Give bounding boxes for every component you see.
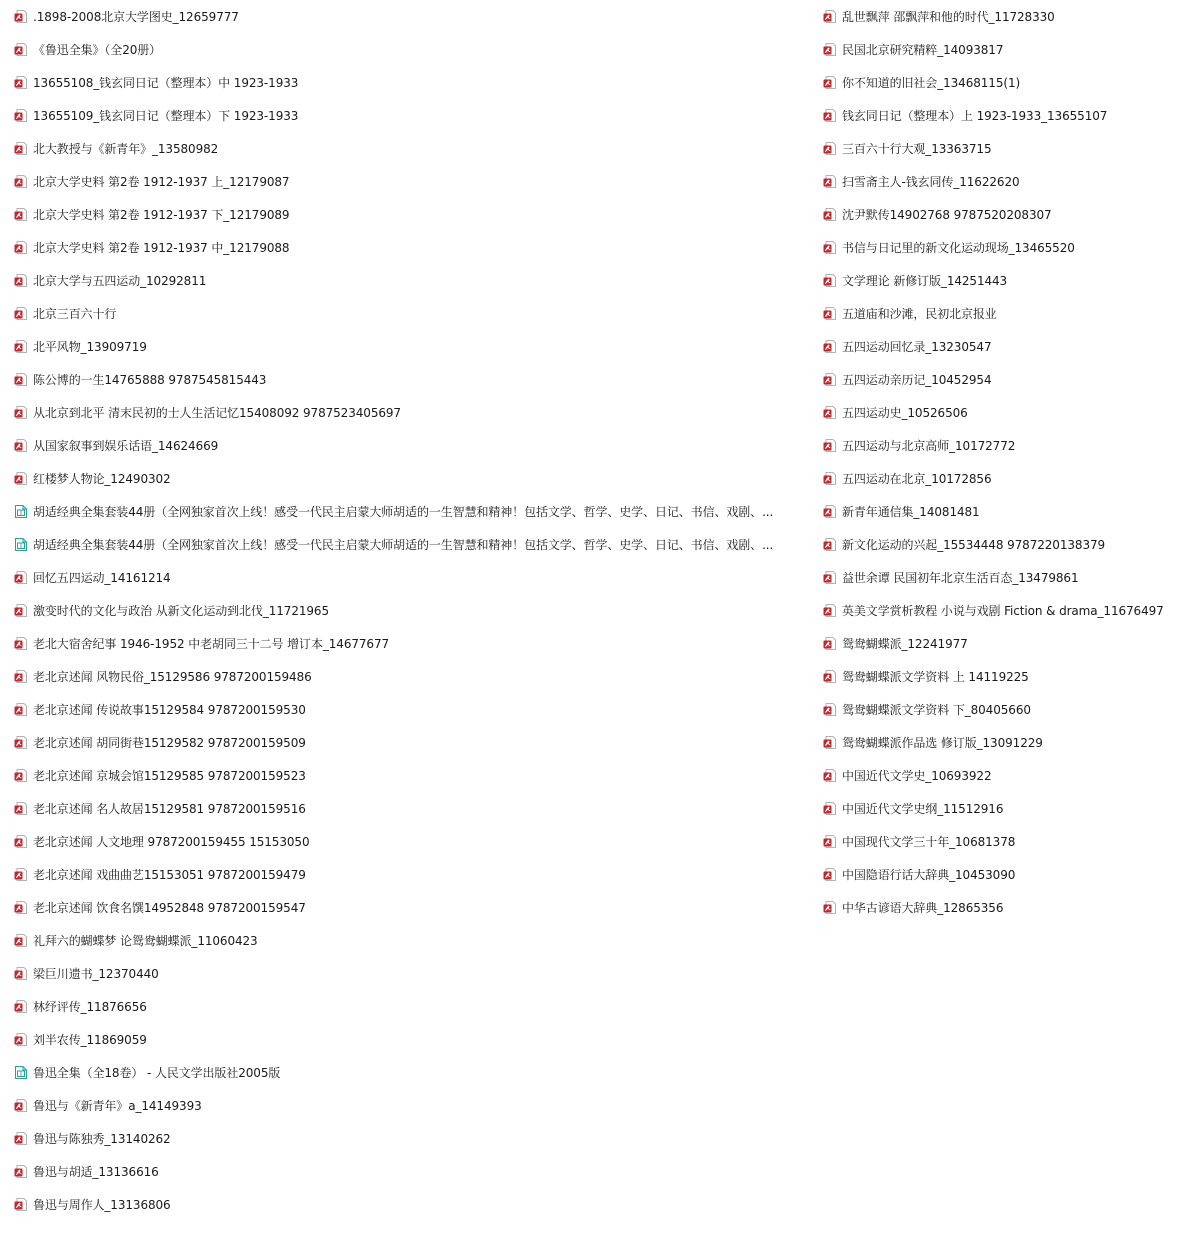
pdf-file-icon [823,174,837,189]
file-name: 老北京述闻 戏曲曲艺15153051 9787200159479 [33,867,306,882]
file-item[interactable] [823,891,1183,924]
pdf-file-icon [14,174,28,189]
file-name: 北京大学史料 第2卷 1912-1937 中_12179088 [33,240,290,255]
pdf-file-icon [14,372,28,387]
pdf-file-icon [823,273,837,288]
file-name: 回忆五四运动_14161214 [33,570,171,585]
file-name: 乱世飘萍 邵飘萍和他的时代_11728330 [842,9,1055,24]
file-name: 益世余谭 民国初年北京生活百态_13479861 [842,570,1079,585]
pdf-file-icon [14,933,28,948]
file-name: 北京三百六十行 [33,306,117,321]
file-item[interactable] [14,1056,804,1089]
pdf-file-icon [14,240,28,255]
pdf-file-icon [14,273,28,288]
file-name: 鲁迅全集（全18卷） - 人民文学出版社2005版 [33,1065,281,1080]
file-item[interactable] [14,1122,804,1155]
file-name: 从北京到北平 清末民初的士人生活记忆15408092 9787523405697 [33,405,401,420]
file-name: .1898-2008北京大学图史_12659777 [33,9,239,24]
file-name: 五道庙和沙滩，民初北京报业 [842,306,997,321]
pdf-file-icon [823,306,837,321]
file-item[interactable] [14,825,804,858]
pdf-file-icon [14,834,28,849]
file-name: 老北京述闻 京城会馆15129585 9787200159523 [33,768,306,783]
file-name: 三百六十行大观_13363715 [842,141,992,156]
file-item[interactable] [823,429,1183,462]
file-item[interactable] [823,858,1183,891]
pdf-file-icon [14,636,28,651]
pdf-file-icon [14,1197,28,1212]
pdf-file-icon [823,438,837,453]
pdf-file-icon [14,999,28,1014]
file-item[interactable] [14,297,804,330]
file-name: 老北京述闻 人文地理 9787200159455 15153050 [33,834,310,849]
file-name: 书信与日记里的新文化运动现场_13465520 [842,240,1075,255]
file-item[interactable] [14,891,804,924]
file-item[interactable] [823,462,1183,495]
pdf-file-icon [14,801,28,816]
pdf-file-icon [14,108,28,123]
file-item[interactable] [14,1155,804,1188]
file-item[interactable] [823,198,1183,231]
file-item[interactable] [14,99,804,132]
file-item[interactable] [14,495,804,528]
file-item[interactable] [823,363,1183,396]
file-name: 中国现代文学三十年_10681378 [842,834,1016,849]
pdf-file-icon [14,42,28,57]
file-name: 老北京述闻 风物民俗_15129586 9787200159486 [33,669,312,684]
pdf-file-icon [823,504,837,519]
pdf-file-icon [14,1131,28,1146]
file-item[interactable] [823,33,1183,66]
pdf-file-icon [14,1098,28,1113]
file-item[interactable] [14,528,804,561]
pdf-file-icon [14,768,28,783]
file-item[interactable] [14,462,804,495]
pdf-file-icon [823,537,837,552]
file-item[interactable] [14,561,804,594]
pdf-file-icon [823,735,837,750]
file-item[interactable] [823,66,1183,99]
pdf-file-icon [823,669,837,684]
pdf-file-icon [823,867,837,882]
pdf-file-icon [14,867,28,882]
file-name: 鲁迅与《新青年》a_14149393 [33,1098,202,1113]
pdf-file-icon [823,372,837,387]
pdf-file-icon [14,75,28,90]
file-item[interactable] [823,165,1183,198]
pdf-file-icon [823,702,837,717]
file-name: 老北京述闻 传说故事15129584 9787200159530 [33,702,306,717]
file-name: 鸳鸯蝴蝶派文学资料 下_80405660 [842,702,1031,717]
epub-file-icon [14,1065,28,1080]
pdf-file-icon [14,966,28,981]
file-item[interactable] [14,924,804,957]
file-name: 五四运动回忆录_13230547 [842,339,992,354]
file-item[interactable] [823,627,1183,660]
file-name: 五四运动亲历记_10452954 [842,372,992,387]
pdf-file-icon [14,339,28,354]
file-name: 中国隐语行话大辞典_10453090 [842,867,1016,882]
pdf-file-icon [823,636,837,651]
file-name: 红楼梦人物论_12490302 [33,471,171,486]
pdf-file-icon [14,735,28,750]
pdf-file-icon [14,603,28,618]
file-name: 13655109_钱玄同日记（整理本）下 1923-1933 [33,108,299,123]
pdf-file-icon [14,471,28,486]
pdf-file-icon [14,438,28,453]
pdf-file-icon [823,768,837,783]
file-item[interactable] [14,858,804,891]
pdf-file-icon [14,141,28,156]
pdf-file-icon [14,207,28,222]
file-item[interactable] [823,297,1183,330]
pdf-file-icon [14,9,28,24]
file-item[interactable] [14,429,804,462]
file-name: 胡适经典全集套装44册（全网独家首次上线！感受一代民主启蒙大师胡适的一生智慧和精神！包括文学、哲学、史学、日记、书信、戏剧、... [33,504,774,519]
pdf-file-icon [823,9,837,24]
file-name: 英美文学赏析教程 小说与戏剧 Fiction & drama_11676497 [842,603,1164,618]
file-name: 北京大学史料 第2卷 1912-1937 下_12179089 [33,207,290,222]
pdf-file-icon [14,405,28,420]
file-item[interactable] [823,561,1183,594]
file-item[interactable] [14,264,804,297]
file-name: 胡适经典全集套装44册（全网独家首次上线！感受一代民主启蒙大师胡适的一生智慧和精神！包括文学、哲学、史学、日记、书信、戏剧、... [33,537,774,552]
file-item[interactable] [823,231,1183,264]
file-name: 中国近代文学史纲_11512916 [842,801,1004,816]
pdf-file-icon [823,141,837,156]
file-list-left-column [14,0,804,1221]
file-item[interactable] [14,726,804,759]
file-name: 鸳鸯蝴蝶派_12241977 [842,636,968,651]
pdf-file-icon [823,570,837,585]
file-name: 扫雪斋主人-钱玄同传_11622620 [842,174,1020,189]
pdf-file-icon [14,900,28,915]
file-name: 五四运动史_10526506 [842,405,968,420]
pdf-file-icon [14,570,28,585]
file-item[interactable] [14,132,804,165]
file-name: 刘半农传_11869059 [33,1032,147,1047]
file-item[interactable] [14,792,804,825]
file-item[interactable] [14,198,804,231]
file-item[interactable] [14,396,804,429]
pdf-file-icon [14,306,28,321]
file-name: 新文化运动的兴起_15534448 9787220138379 [842,537,1106,552]
file-name: 钱玄同日记（整理本）上 1923-1933_13655107 [842,108,1108,123]
file-name: 北大教授与《新青年》_13580982 [33,141,219,156]
file-name: 北平风物_13909719 [33,339,147,354]
file-name: 老北京述闻 胡同街巷15129582 9787200159509 [33,735,306,750]
epub-file-icon [14,504,28,519]
file-name: 激变时代的文化与政治 从新文化运动到北伐_11721965 [33,603,329,618]
file-name: 中华古谚语大辞典_12865356 [842,900,1004,915]
file-item[interactable] [823,330,1183,363]
file-item[interactable] [14,1089,804,1122]
file-item[interactable] [823,264,1183,297]
file-item[interactable] [14,693,804,726]
file-name: 林纾评传_11876656 [33,999,147,1014]
file-item[interactable] [823,0,1183,33]
pdf-file-icon [823,471,837,486]
file-item[interactable] [823,726,1183,759]
file-name: 你不知道的旧社会_13468115(1) [842,75,1021,90]
pdf-file-icon [14,1164,28,1179]
file-item[interactable] [14,33,804,66]
file-item[interactable] [14,363,804,396]
pdf-file-icon [823,42,837,57]
file-item[interactable] [14,1023,804,1056]
file-item[interactable] [823,660,1183,693]
pdf-file-icon [14,702,28,717]
file-name: 沈尹默传14902768 9787520208307 [842,207,1052,222]
file-item[interactable] [14,759,804,792]
file-item[interactable] [14,660,804,693]
file-name: 老北京述闻 名人故居15129581 9787200159516 [33,801,306,816]
pdf-file-icon [823,405,837,420]
pdf-file-icon [14,1032,28,1047]
file-item[interactable] [14,0,804,33]
file-item[interactable] [823,132,1183,165]
file-name: 老北大宿舍纪事 1946-1952 中老胡同三十二号 增订本_14677677 [33,636,390,651]
file-item[interactable] [14,165,804,198]
file-name: 北京大学与五四运动_10292811 [33,273,207,288]
file-name: 梁巨川遗书_12370440 [33,966,159,981]
file-name: 《鲁迅全集》（全20册） [33,42,162,57]
file-name: 北京大学史料 第2卷 1912-1937 上_12179087 [33,174,290,189]
pdf-file-icon [823,834,837,849]
file-item[interactable] [823,792,1183,825]
file-item[interactable] [14,990,804,1023]
file-item[interactable] [14,1188,804,1221]
file-name: 13655108_钱玄同日记（整理本）中 1923-1933 [33,75,299,90]
file-item[interactable] [14,330,804,363]
pdf-file-icon [823,240,837,255]
file-item[interactable] [823,99,1183,132]
pdf-file-icon [823,75,837,90]
file-item[interactable] [14,231,804,264]
epub-file-icon [14,537,28,552]
file-item[interactable] [14,66,804,99]
file-name: 民国北京研究精粹_14093817 [842,42,1004,57]
pdf-file-icon [823,207,837,222]
file-item[interactable] [823,594,1183,627]
file-item[interactable] [823,396,1183,429]
file-item[interactable] [823,495,1183,528]
file-item[interactable] [14,594,804,627]
file-item[interactable] [823,528,1183,561]
file-name: 五四运动与北京高师_10172772 [842,438,1016,453]
file-name: 陈公博的一生14765888 9787545815443 [33,372,267,387]
file-name: 从国家叙事到娱乐话语_14624669 [33,438,219,453]
pdf-file-icon [823,801,837,816]
file-name: 文学理论 新修订版_14251443 [842,273,1008,288]
file-name: 鲁迅与周作人_13136806 [33,1197,171,1212]
file-item[interactable] [823,759,1183,792]
file-item[interactable] [823,693,1183,726]
pdf-file-icon [823,339,837,354]
file-name: 中国近代文学史_10693922 [842,768,992,783]
file-name: 五四运动在北京_10172856 [842,471,992,486]
file-item[interactable] [14,627,804,660]
file-name: 老北京述闻 饮食名馔14952848 9787200159547 [33,900,306,915]
file-name: 鸳鸯蝴蝶派作品选 修订版_13091229 [842,735,1043,750]
pdf-file-icon [823,900,837,915]
file-name: 鲁迅与陈独秀_13140262 [33,1131,171,1146]
file-name: 鲁迅与胡适_13136616 [33,1164,159,1179]
file-name: 鸳鸯蝴蝶派文学资料 上 14119225 [842,669,1029,684]
file-item[interactable] [823,825,1183,858]
file-name: 礼拜六的蝴蝶梦 论鸳鸯蝴蝶派_11060423 [33,933,258,948]
file-item[interactable] [14,957,804,990]
pdf-file-icon [14,669,28,684]
pdf-file-icon [823,108,837,123]
pdf-file-icon [823,603,837,618]
file-name: 新青年通信集_14081481 [842,504,980,519]
file-list-right-column [823,0,1183,924]
